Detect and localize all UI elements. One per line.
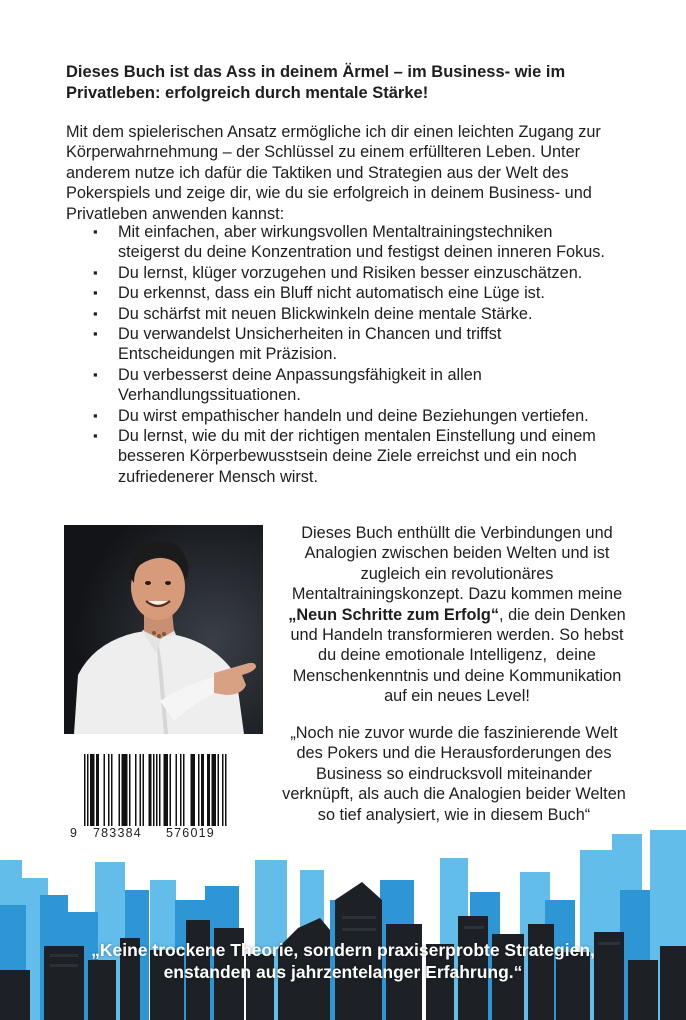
barcode-bar	[213, 754, 215, 826]
description-line: du deine emotionale Intelligenz, deine	[318, 646, 596, 665]
intro-paragraph	[66, 122, 636, 224]
tagline-line: enstanden aus jahrzentelanger Erfahrung.“	[163, 961, 523, 982]
list-item-text: Verhandlungssituationen.	[118, 386, 301, 405]
description-line: Menschenkenntnis und deine Kommunikation	[292, 666, 622, 685]
barcode-bar	[93, 754, 95, 826]
barcode-bar	[143, 754, 145, 826]
author-photo	[64, 525, 263, 734]
barcode-bar	[108, 754, 110, 826]
tagline-line: „Keine trockene Theorie, sondern praxiserprobte Strategien,	[91, 940, 595, 960]
barcode-bar	[209, 754, 211, 826]
barcode-bar	[222, 754, 224, 826]
list-item-text: Du lernst, wie du mit der richtigen mentalen Einstellung und einem	[118, 427, 596, 446]
intro-line: Pokerspiels und zeige dir, wie du sie erfolgreich in deinem Business- und	[66, 184, 592, 203]
list-item	[66, 222, 636, 263]
bullet-marker: ▪	[93, 326, 98, 342]
barcode-bar	[176, 754, 178, 826]
barcode-bar	[159, 754, 161, 826]
bullet-marker: ▪	[93, 407, 98, 423]
bullet-marker: ▪	[93, 428, 98, 444]
barcode-bar	[218, 754, 220, 826]
description-line: auf ein neues Level!	[384, 687, 530, 706]
barcode-bar	[212, 754, 214, 826]
description-line: Analogien zwischen beiden Welten und ist	[304, 544, 610, 563]
list-item-text: besseren Körperbewusstsein deine Ziele erreichst und ein noch	[118, 447, 577, 466]
isbn-prefix: 9	[70, 826, 77, 840]
list-item	[66, 263, 636, 283]
barcode-bar	[98, 754, 100, 826]
description-line: und Handeln transformieren werden. So hebst	[290, 626, 624, 645]
barcode-bar	[194, 754, 196, 826]
description-paragraph	[272, 523, 642, 707]
list-item	[66, 426, 636, 487]
bullet-marker: ▪	[93, 366, 98, 382]
quote-line: verknüpft, als auch die Analogien beider Welten	[282, 785, 626, 804]
barcode-bar	[140, 754, 142, 826]
list-item	[66, 365, 636, 406]
headline-line: Privatleben: erfolgreich durch mentale Stärke!	[66, 84, 429, 102]
description-line: Dieses Buch enthüllt die Verbindungen und	[301, 524, 613, 542]
barcode-bar	[203, 754, 205, 826]
barcode-bar	[164, 754, 166, 826]
barcode-bars	[68, 750, 243, 826]
barcode-bar	[183, 754, 185, 826]
intro-line: anderem nutze ich dafür die Taktiken und Strategien aus der Welt des	[66, 163, 569, 182]
list-item-text: zufriedenerer Mensch wirst.	[118, 467, 318, 486]
barcode-bar	[225, 754, 227, 826]
barcode-bar	[150, 754, 152, 826]
quote-line: „Noch nie zuvor wurde die faszinierende Welt	[290, 724, 618, 742]
intro-line: Mit dem spielerischen Ansatz ermögliche ich dir einen leichten Zugang zur	[66, 123, 601, 141]
steps-title: „Neun Schritte zum Erfolg“	[288, 605, 500, 624]
barcode-bar	[92, 754, 94, 826]
barcode-bar	[156, 754, 158, 826]
list-item	[66, 324, 636, 365]
barcode-bar	[215, 754, 217, 826]
list-item-text: steigerst du deine Konzentration und festigst deinen inneren Fokus.	[118, 243, 605, 262]
list-item	[66, 406, 636, 426]
barcode-bar	[119, 754, 121, 826]
bullet-marker: ▪	[93, 264, 98, 280]
isbn-group-1: 783384	[93, 826, 142, 840]
quote-line: des Pokers und die Herausforderungen des	[296, 744, 612, 763]
list-item-text: Mit einfachen, aber wirkungsvollen Mentaltrainingstechniken	[118, 223, 553, 241]
barcode-bar	[207, 754, 209, 826]
list-item-text: Du lernst, klüger vorzugehen und Risiken besser einzuschätzen.	[118, 263, 583, 282]
barcode-bar	[180, 754, 182, 826]
tagline	[0, 940, 686, 983]
barcode-bar	[170, 754, 172, 826]
list-item-text: Du wirst empathischer handeln und deine Beziehungen vertiefen.	[118, 406, 589, 425]
city-skyline-illustration	[0, 820, 686, 1020]
benefit-list	[66, 222, 636, 487]
barcode-bar	[87, 754, 89, 826]
barcode-bar	[167, 754, 169, 826]
author-portrait-illustration	[64, 525, 263, 734]
barcode-bar	[153, 754, 155, 826]
barcode-bar	[122, 754, 124, 826]
list-item-text: Du verwandelst Unsicherheiten in Chancen und triffst	[118, 325, 502, 344]
barcode-bar	[198, 754, 200, 826]
barcode-bar	[191, 754, 193, 826]
quote-line: Business so eindrucksvoll miteinander	[315, 764, 592, 783]
barcode-bar	[192, 754, 194, 826]
headline-line: Dieses Buch ist das Ass in deinem Ärmel – im Business- wie im	[66, 63, 566, 81]
barcode-bar	[149, 754, 151, 826]
barcode-bar	[165, 754, 167, 826]
list-item-text: Du verbesserst deine Anpassungsfähigkeit in allen	[118, 365, 482, 384]
description-line: Mentaltrainingskonzept. Dazu kommen meine	[291, 585, 623, 604]
description-line: , die dein Denken	[499, 605, 626, 624]
bullet-marker: ▪	[93, 305, 98, 321]
intro-line: Körperwahrnehmung – der Schlüssel zu einem erfüllteren Leben. Unter	[66, 143, 581, 162]
barcode-bar	[126, 754, 128, 826]
barcode-bar	[111, 754, 113, 826]
bullet-marker: ▪	[93, 285, 98, 301]
list-item	[66, 283, 636, 303]
barcode-bar	[201, 754, 203, 826]
bullet-marker: ▪	[93, 224, 98, 239]
barcode-bar	[129, 754, 131, 826]
barcode-bar	[96, 754, 98, 826]
barcode-bar	[125, 754, 127, 826]
barcode-bar	[90, 754, 92, 826]
review-quote	[266, 723, 642, 825]
list-item-text: Du erkennst, dass ein Bluff nicht automatisch eine Lüge ist.	[118, 284, 545, 303]
barcode-bar	[135, 754, 137, 826]
description-line: zugleich ein revolutionäres	[360, 564, 554, 583]
isbn-group-2: 576019	[166, 826, 215, 840]
intro-line: Privatleben anwenden kannst:	[66, 204, 285, 223]
list-item-text: Entscheidungen mit Präzision.	[118, 345, 338, 364]
barcode-bar	[123, 754, 125, 826]
barcode-bar	[84, 754, 86, 826]
barcode-bar	[104, 754, 106, 826]
list-item-text: Du schärfst mit neuen Blickwinkeln deine mentale Stärke.	[118, 304, 533, 323]
quote-line: so tief analysiert, wie in diesem Buch“	[317, 805, 591, 824]
list-item	[66, 304, 636, 324]
headline	[66, 62, 636, 104]
